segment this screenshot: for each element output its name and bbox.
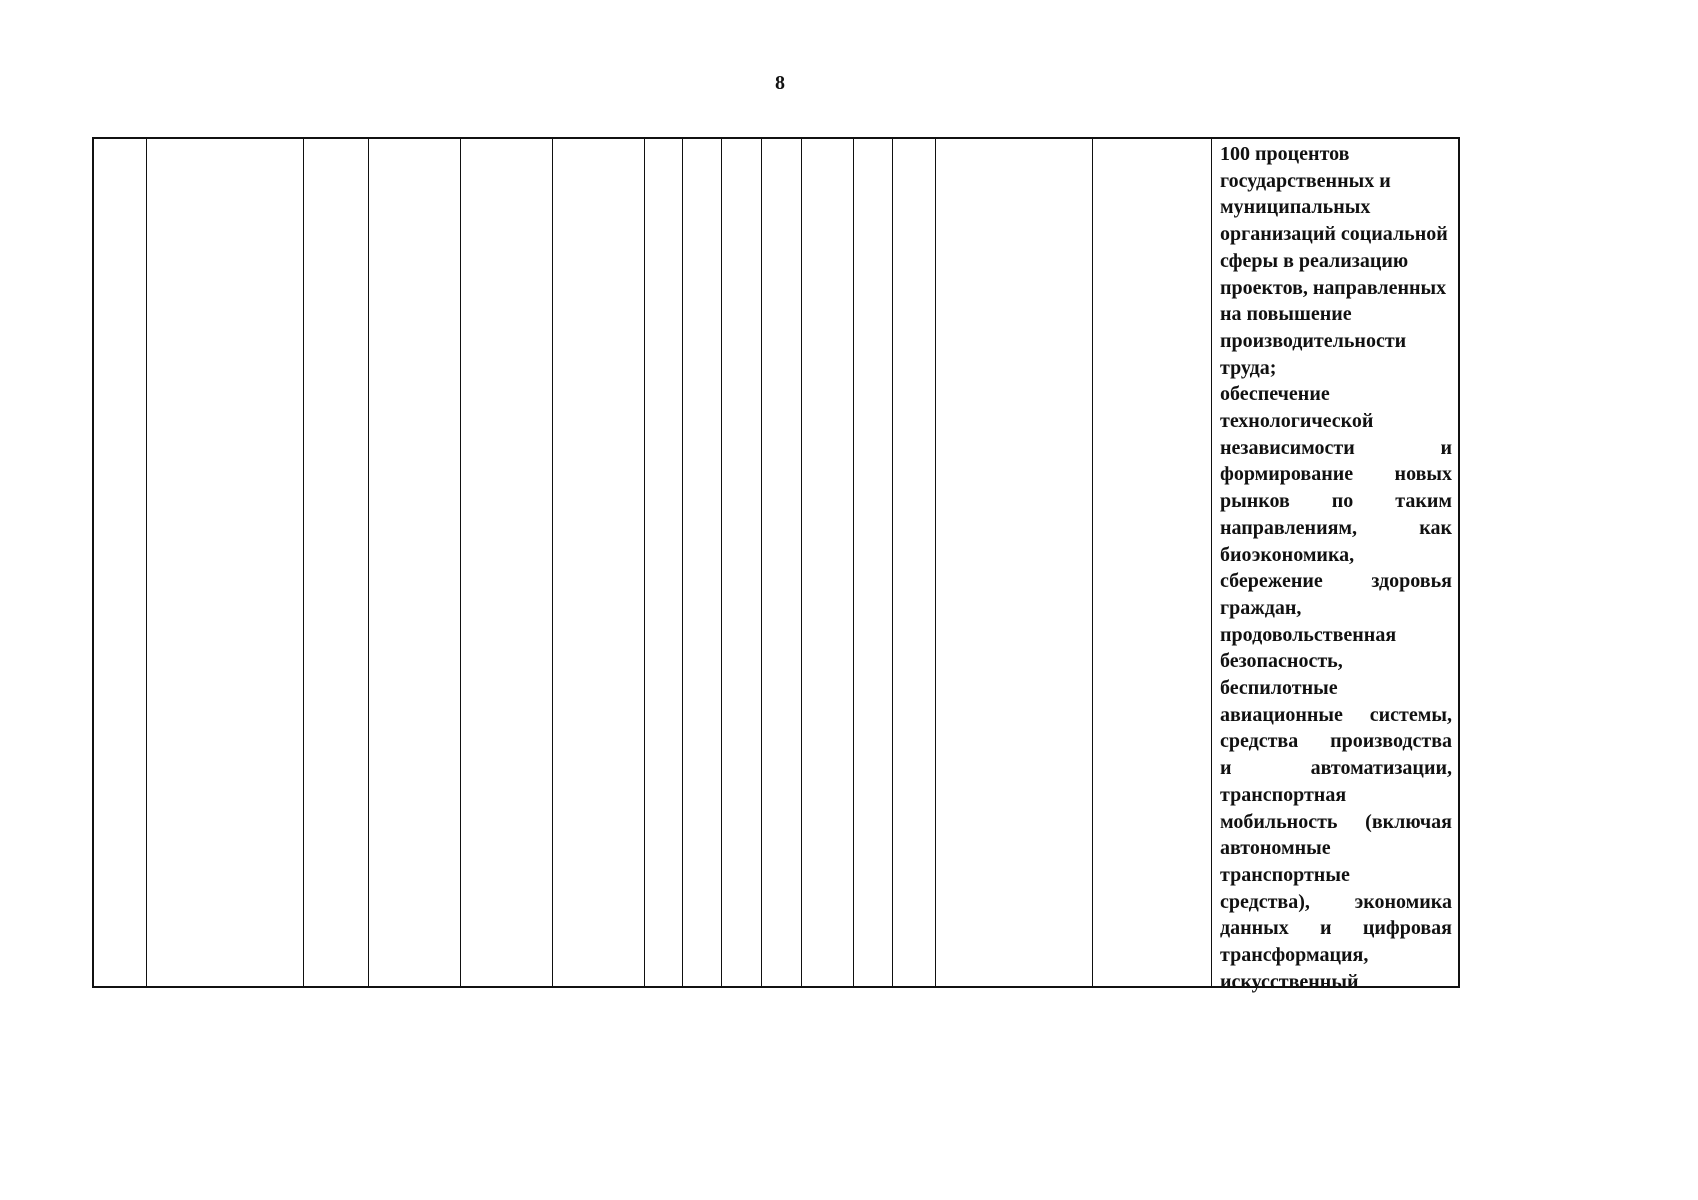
- column-divider: [721, 139, 722, 986]
- cell-text-line: организаций социальной: [1220, 223, 1448, 246]
- cell-text-line: независимости и: [1220, 436, 1452, 459]
- page-number: 8: [775, 72, 785, 94]
- cell-text-line: транспортные: [1220, 863, 1350, 886]
- cell-text-line: проектов, направленных: [1220, 276, 1447, 299]
- cell-text-line: сферы в реализацию: [1220, 249, 1409, 272]
- cell-text-line: искусственный: [1220, 970, 1359, 993]
- cell-text-line: производительности: [1220, 329, 1407, 352]
- column-divider: [935, 139, 936, 986]
- cell-text-line: формирование новых: [1220, 463, 1452, 486]
- cell-text-line: продовольственная: [1220, 623, 1397, 646]
- cell-text-line: средства), экономика: [1220, 890, 1452, 913]
- cell-text-line: направлениям, как: [1220, 516, 1452, 539]
- cell-text-line: средства производства: [1220, 730, 1452, 753]
- cell-text-line: технологической: [1220, 410, 1374, 433]
- cell-text-line: обеспечение: [1220, 383, 1330, 406]
- column-divider: [1211, 139, 1212, 986]
- cell-text-line: на повышение: [1220, 303, 1352, 326]
- cell-text-line: 100 процентов: [1220, 143, 1350, 165]
- column-divider: [1092, 139, 1093, 986]
- cell-text-line: беспилотные: [1220, 677, 1338, 700]
- column-divider: [460, 139, 461, 986]
- cell-text-line: труда;: [1220, 356, 1277, 379]
- cell-text-line: автономные: [1220, 837, 1331, 860]
- data-table: [92, 137, 1460, 993]
- column-divider: [146, 139, 147, 986]
- column-divider: [761, 139, 762, 986]
- column-divider: [368, 139, 369, 986]
- column-divider: [552, 139, 553, 986]
- cell-text-line: безопасность,: [1220, 650, 1343, 673]
- cell-text-line: данных и цифровая: [1220, 917, 1452, 940]
- cell-text-line: транспортная: [1220, 783, 1347, 806]
- cell-text-line: и автоматизации,: [1220, 757, 1452, 780]
- cell-text-line: мобильность (включая: [1220, 810, 1452, 833]
- cell-text-line: авиационные системы,: [1220, 703, 1452, 726]
- cell-text-line: сбережение здоровья: [1220, 570, 1452, 593]
- column-divider: [801, 139, 802, 986]
- column-divider: [892, 139, 893, 986]
- column-divider: [303, 139, 304, 986]
- cell-text-line: биоэкономика,: [1220, 543, 1355, 566]
- cell-text-line: рынков по таким: [1220, 490, 1452, 513]
- cell-text-line: граждан,: [1220, 596, 1302, 619]
- cell-text-line: муниципальных: [1220, 196, 1371, 219]
- cell-text-line: государственных и: [1220, 169, 1391, 192]
- column-divider: [682, 139, 683, 986]
- cell-text-line: трансформация,: [1220, 944, 1369, 967]
- last-column-cell-text: [1220, 141, 1452, 996]
- column-divider: [853, 139, 854, 986]
- column-divider: [644, 139, 645, 986]
